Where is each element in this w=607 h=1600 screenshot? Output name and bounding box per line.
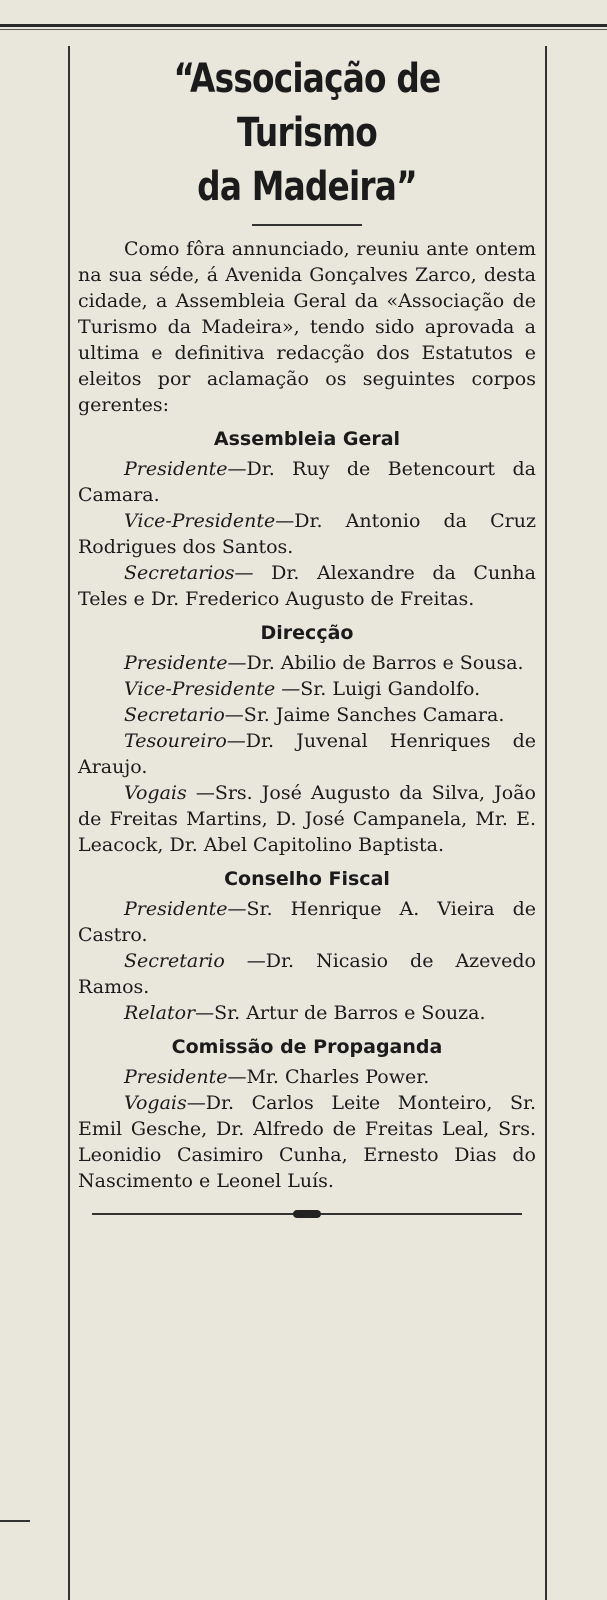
member-role: Presidente — [124, 652, 228, 674]
member-names: —Dr. Antonio da Cruz Rodrigues dos Santos. — [78, 510, 536, 558]
member-names: —Sr. Artur de Barros e Souza. — [195, 1002, 486, 1024]
member-role: Vogais — [124, 782, 187, 804]
member-entry — [78, 560, 536, 612]
member-entry — [78, 896, 536, 948]
member-names: —Sr. Luigi Gandolfo. — [275, 678, 481, 700]
member-entry — [78, 702, 536, 728]
member-entry — [78, 1090, 536, 1194]
member-entry — [78, 780, 536, 858]
member-role: Secretario — [124, 950, 225, 972]
member-names: —Dr. Nicasio de Azevedo Ramos. — [78, 950, 536, 998]
margin-mark — [0, 1520, 30, 1522]
member-role: Tesoureiro — [124, 730, 227, 752]
section-title: Conselho Fiscal — [224, 868, 390, 890]
headline-line-2: da Madeira” — [197, 164, 417, 210]
member-role: Vogais — [124, 1092, 187, 1114]
member-names: —Dr. Carlos Leite Monteiro, Sr. Emil Gesche, Dr. Alfredo de Freitas Leal, Srs. Leonidio Casimiro Cunha, Ernesto Dias do Nascimento e Leonel Luís. — [78, 1092, 536, 1192]
member-entry — [78, 456, 536, 508]
headline — [119, 52, 495, 214]
section-title: Comissão de Propaganda — [171, 1036, 443, 1058]
member-names: — Dr. Alexandre da Cunha Teles e Dr. Frederico Augusto de Freitas. — [78, 562, 536, 610]
member-role: Vice-Presidente — [124, 510, 276, 532]
top-rule-thin — [0, 29, 607, 30]
member-role: Presidente — [124, 458, 228, 480]
member-entry — [78, 1064, 536, 1090]
sections — [78, 426, 536, 1194]
member-entry — [78, 508, 536, 560]
headline-divider — [252, 224, 362, 226]
member-entry — [78, 728, 536, 780]
member-names: —Sr. Henrique A. Vieira de Castro. — [78, 898, 536, 946]
column-rule-left — [68, 46, 70, 1600]
member-role: Secretarios — [124, 562, 235, 584]
end-ornament-dot — [293, 1210, 321, 1218]
section-title: Direcção — [260, 622, 354, 644]
member-role: Vice-Presidente — [124, 678, 276, 700]
member-entry — [78, 948, 536, 1000]
article — [78, 52, 536, 1218]
member-names: —Mr. Charles Power. — [227, 1066, 430, 1088]
member-names: —Dr. Juvenal Henriques de Araujo. — [78, 730, 536, 778]
member-names: —Sr. Jaime Sanches Camara. — [224, 704, 505, 726]
member-role: Relator — [124, 1002, 196, 1024]
end-ornament — [92, 1210, 522, 1218]
member-names: —Srs. José Augusto da Silva, João de Freitas Martins, D. José Campanela, Mr. E. Leacock, Dr. Abel Capitolino Baptista. — [78, 782, 536, 856]
member-role: Secretario — [124, 704, 225, 726]
section-title: Assembleia Geral — [213, 428, 401, 450]
member-entry — [78, 1000, 536, 1026]
member-entry — [78, 650, 536, 676]
top-rule — [0, 24, 607, 27]
column-rule-right — [545, 46, 547, 1600]
member-entry — [78, 676, 536, 702]
headline-line-1: “Associação de Turismo — [173, 56, 441, 156]
member-role: Presidente — [124, 898, 228, 920]
intro-paragraph: Como fôra annunciado, reuniu ante ontem na sua séde, á Avenida Gonçalves Zarco, desta cidade, a Assembleia Geral da «Associação de Turismo da Madeira», tendo sido aprovada a ultima e definitiva redacção dos Estatutos e eleitos por aclamação os seguintes corpos gerentes: — [78, 238, 536, 416]
member-role: Presidente — [124, 1066, 228, 1088]
member-names: —Dr. Ruy de Betencourt da Camara. — [78, 458, 536, 506]
member-names: —Dr. Abilio de Barros e Sousa. — [227, 652, 524, 674]
